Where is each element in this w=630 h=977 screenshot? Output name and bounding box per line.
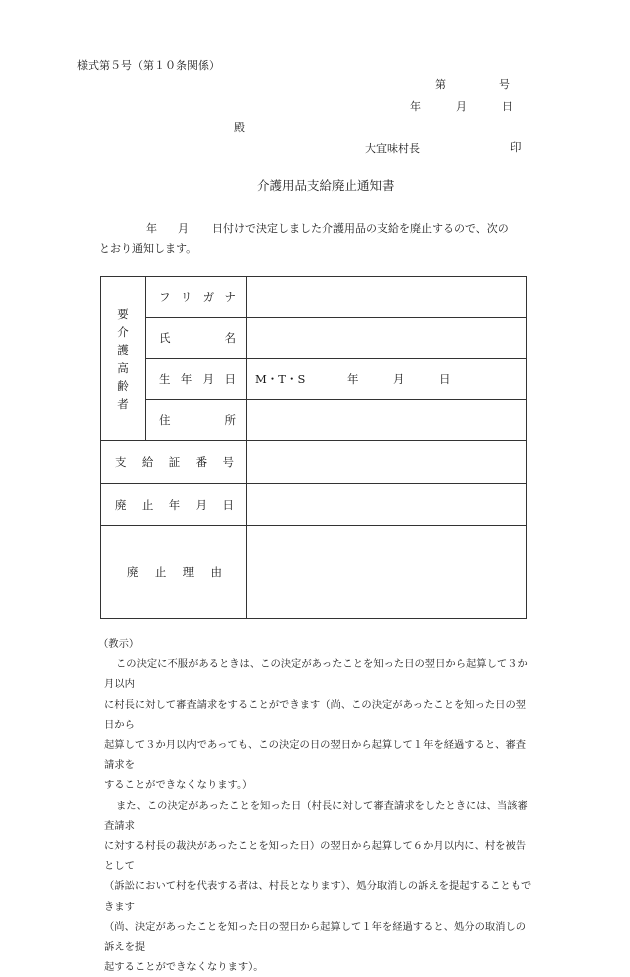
furigana-field[interactable] (247, 277, 527, 318)
label-char: 所 (224, 413, 236, 427)
number-dai: 第 (435, 78, 446, 91)
number-go: 号 (499, 78, 510, 91)
addressee-dono: 殿 (234, 121, 245, 134)
label-char: 年 (180, 372, 193, 386)
notice-line: 起算して３か月以内であっても、この決定の日の翌日から起算して１年を経過すると、審査請求を (104, 739, 527, 772)
dob-label (146, 359, 247, 400)
dob-nen: 年 (347, 372, 359, 386)
notice-line: （訴訟において村を代表する者は、村長となります）、処分取消しの訴えを提起することもできます (104, 880, 532, 913)
group-label-cell (101, 277, 146, 441)
date-hi: 日 (502, 100, 513, 113)
date-tsuki: 月 (456, 100, 467, 113)
label-char: 止 (154, 565, 167, 579)
group-label-char: 者 (117, 396, 129, 411)
body-nen: 年 (146, 222, 157, 235)
label-char: リ (180, 290, 193, 304)
notice-line: また、この決定があったことを知った日（村長に対して審査請求をしたときには、当該審査請求 (104, 799, 528, 832)
group-label-char: 介 (117, 324, 129, 339)
label-char: 月 (195, 497, 208, 512)
label-char: 給 (141, 455, 154, 469)
label-char: ナ (224, 290, 236, 304)
label-char: 番 (195, 455, 208, 469)
label-char: 号 (222, 455, 234, 469)
notice-heading: （教示） (98, 638, 140, 650)
cert-number-label (101, 441, 247, 484)
label-char: 証 (168, 455, 181, 469)
abolish-reason-field[interactable] (247, 526, 527, 619)
recipient-form-table (100, 276, 527, 619)
label-char: 日 (222, 497, 234, 512)
name-label (146, 318, 247, 359)
document-title: 介護用品支給廃止通知書 (257, 178, 395, 193)
group-label-char: 齢 (117, 378, 129, 393)
dob-tsuki: 月 (393, 372, 405, 386)
label-char: 支 (115, 455, 127, 469)
label-char: 住 (159, 413, 171, 427)
abolish-date-label (101, 484, 247, 526)
date-nen: 年 (410, 100, 421, 113)
furigana-label (146, 277, 247, 318)
notice-line: この決定に不服があるときは、この決定があったことを知った日の翌日から起算して３か月以内 (104, 658, 528, 691)
cert-number-field[interactable] (247, 441, 527, 484)
address-field[interactable] (247, 400, 527, 441)
label-char: 名 (224, 331, 236, 345)
label-char: 廃 (127, 565, 139, 579)
body-tsuki: 月 (178, 222, 189, 235)
label-char: 氏 (159, 331, 171, 345)
label-char: フ (159, 290, 171, 304)
body-line1: 日付けで決定しました介護用品の支給を廃止するので、次の (212, 222, 509, 235)
abolish-reason-label (101, 526, 247, 619)
group-label-char: 護 (117, 342, 129, 357)
dob-hi: 日 (439, 372, 451, 386)
notice-line: 起することができなくなります）。 (104, 961, 264, 974)
seal-mark: 印 (510, 140, 522, 154)
abolish-date-field[interactable] (247, 484, 527, 526)
dob-era: M・T・S (255, 372, 306, 386)
form-number: 様式第５号（第１０条関係） (77, 59, 220, 72)
issuer-name: 大宜味村長 (365, 142, 420, 155)
label-char: 止 (141, 497, 154, 512)
label-char: 由 (210, 565, 222, 579)
notice-line: に村長に対して審査請求をすることができます（尚、この決定があったことを知った日の翌日から (104, 698, 527, 731)
label-char: 廃 (115, 497, 127, 512)
notice-line: に対する村長の裁決があったことを知った日）の翌日から起算して６か月以内に、村を被告として (104, 840, 527, 873)
dob-field[interactable] (247, 359, 527, 400)
group-label-char: 高 (117, 360, 129, 375)
notice-section (98, 634, 534, 977)
label-char: 生 (159, 372, 171, 386)
notice-line: （尚、決定があったことを知った日の翌日から起算して１年を経過すると、処分の取消しの訴えを提 (104, 920, 527, 954)
label-char: 日 (224, 372, 236, 386)
address-label (146, 400, 247, 441)
label-char: 年 (168, 497, 181, 512)
label-char: 理 (182, 565, 195, 579)
name-field[interactable] (247, 318, 527, 359)
body-line2: とおり通知します。 (99, 242, 198, 255)
notice-line: することができなくなります。） (104, 779, 253, 792)
label-char: 月 (202, 372, 215, 386)
group-label-char: 要 (117, 306, 129, 321)
label-char: ガ (202, 290, 215, 304)
